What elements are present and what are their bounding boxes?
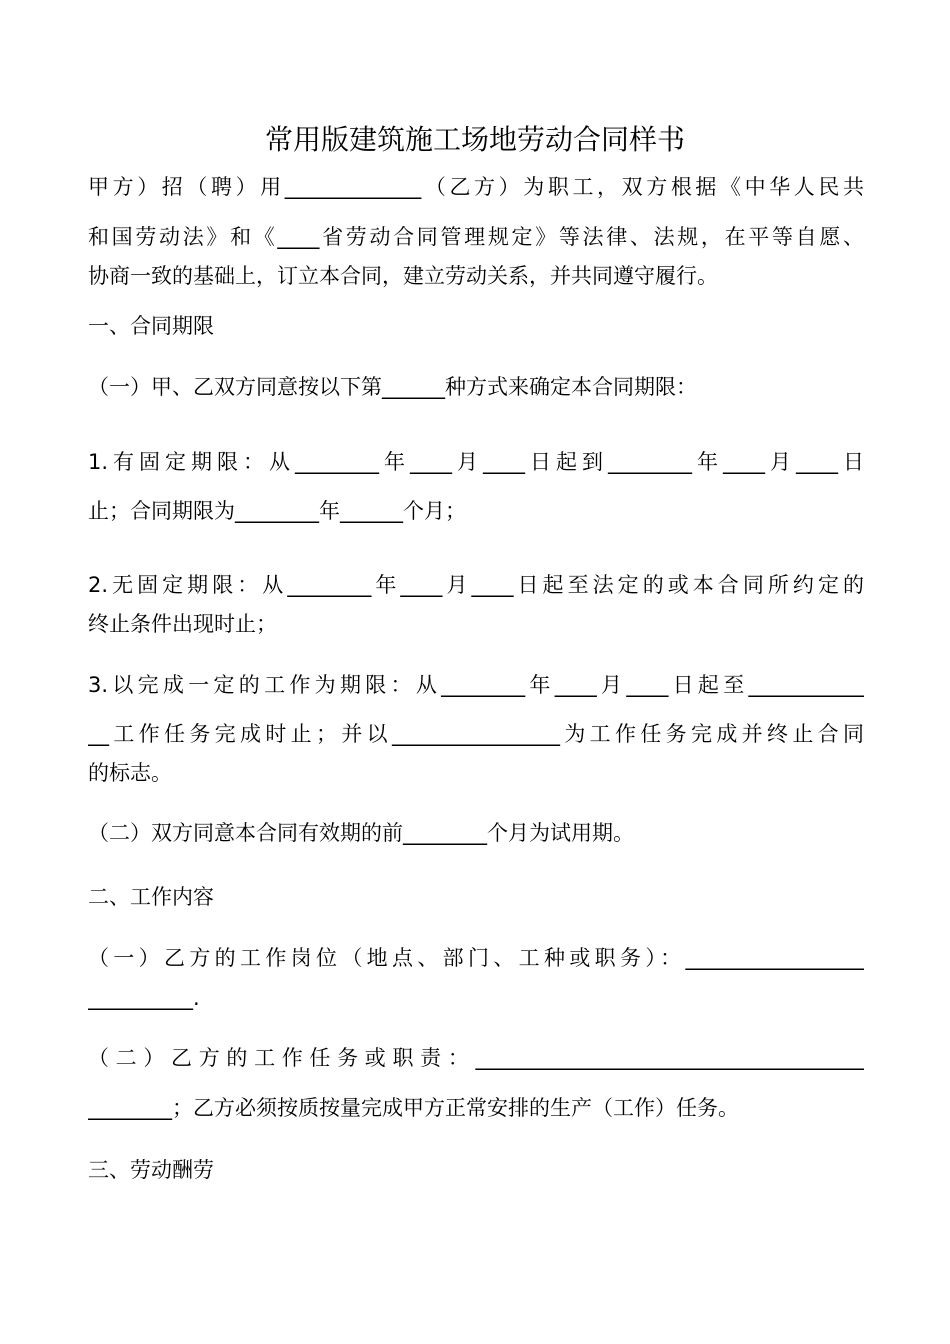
paragraph-line: 2.无固定期限：从________年____月____日起至法定的或本合同所约定的 xyxy=(88,573,864,597)
paragraph-line: 3.以完成一定的工作为期限：从________年____月____日起至___________ xyxy=(88,673,864,697)
paragraph-line: （一）甲、乙双方同意按以下第______种方式来确定本合同期限： xyxy=(88,375,697,399)
section-heading-work: 二、工作内容 xyxy=(88,885,214,909)
section-heading-pay: 三、劳动酬劳 xyxy=(88,1158,214,1182)
paragraph-line: 的标志。 xyxy=(88,761,172,785)
paragraph-line: 协商一致的基础上，订立本合同，建立劳动关系，并共同遵守履行。 xyxy=(88,264,718,288)
paragraph-line: （二）乙方的工作任务或职责：_____________________________________ xyxy=(88,1046,864,1070)
paragraph-line: ________；乙方必须按质按量完成甲方正常安排的生产（工作）任务。 xyxy=(88,1096,739,1120)
paragraph-line: （一）乙方的工作岗位（地点、部门、工种或职务）：_________________ xyxy=(88,946,864,970)
paragraph-line: 终止条件出现时止； xyxy=(88,612,277,636)
paragraph-line: __________. xyxy=(88,986,200,1010)
document-title: 常用版建筑施工场地劳动合同样书 xyxy=(264,123,685,156)
paragraph-line: 止；合同期限为________年______个月； xyxy=(88,499,466,523)
paragraph-line: 和国劳动法》和《____省劳动合同管理规定》等法律、法规，在平等自愿、 xyxy=(88,225,864,249)
paragraph-line: 甲方）招（聘）用_____________（乙方）为职工，双方根据《中华人民共 xyxy=(88,175,864,199)
paragraph-line: （二）双方同意本合同有效期的前________个月为试用期。 xyxy=(88,821,634,845)
paragraph-line: __工作任务完成时止；并以________________为工作任务完成并终止合同 xyxy=(88,722,864,746)
paragraph-line: 1.有固定期限：从________年____月____日起到________年____月____日 xyxy=(88,450,864,474)
section-heading-term: 一、合同期限 xyxy=(88,314,214,338)
